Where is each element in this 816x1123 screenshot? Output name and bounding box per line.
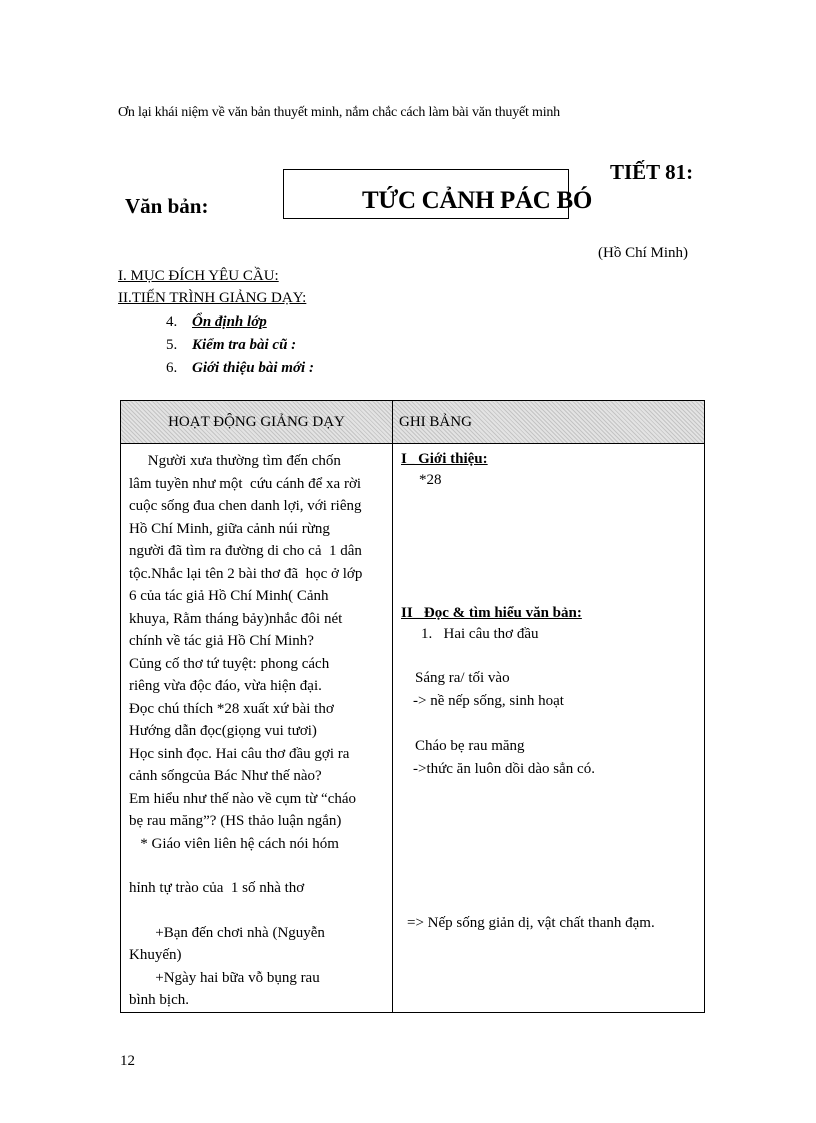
- activity-line: Hồ Chí Minh, giữa cảnh núi rừng: [129, 520, 330, 537]
- intro-text: Ơn lại khái niệm về văn bản thuyết minh, nắm chắc cách làm bài văn thuyết minh: [118, 105, 560, 120]
- step-number: 5.: [166, 337, 178, 353]
- step-new-lesson-intro: [166, 360, 314, 377]
- step-label: Giới thiệu bài mới :: [192, 360, 314, 376]
- step-number: 4.: [166, 314, 178, 330]
- activity-line: hỉnh tự trào của 1 số nhà thơ: [129, 880, 305, 896]
- board-notes-cell: [393, 444, 705, 1013]
- activity-line: Người xưa thường tìm đến chốn: [129, 453, 341, 469]
- header-board-notes: GHI BẢNG: [393, 401, 705, 444]
- activity-line: +Bạn đến chơi nhà (Nguyễn: [129, 924, 325, 941]
- step-label: Ổn định lớp: [192, 314, 267, 330]
- activity-line: Em hiểu như thế nào về cụm từ “cháo: [129, 790, 357, 807]
- board-reference: *28: [419, 472, 442, 488]
- activity-line: người đã tìm ra đường di cho cả 1 dân: [129, 543, 362, 559]
- activity-line: khuya, Rằm tháng bảy)nhắc đôi nét: [129, 610, 343, 627]
- activity-text-block: [129, 450, 384, 1012]
- board-note: Sáng ra/ tối vào: [415, 670, 510, 686]
- activity-line: * Giáo viên liên hệ cách nói hóm: [129, 835, 339, 852]
- activity-line: 6 của tác giả Hồ Chí Minh( Cảnh: [129, 588, 329, 604]
- board-conclusion: => Nếp sống giản dị, vật chất thanh đạm.: [407, 915, 655, 931]
- section-procedure: II.TIẾN TRÌNH GIẢNG DẠY:: [118, 290, 307, 306]
- activity-line: Khuyến): [129, 947, 182, 963]
- activity-line: bẹ rau măng”? (HS thảo luận ngắn): [129, 813, 342, 829]
- activity-line: Đọc chú thích *28 xuất xứ bài thơ: [129, 700, 334, 717]
- activity-line: lâm tuyền như một cứu cánh để xa rời: [129, 475, 362, 492]
- step-label: Kiểm tra bài cũ :: [192, 337, 297, 353]
- board-item-first-couplet: 1. Hai câu thơ đầu: [421, 626, 539, 642]
- activity-line: Học sinh đọc. Hai câu thơ đầu gợi ra: [129, 745, 350, 762]
- step-class-order: [166, 314, 267, 331]
- step-old-lesson-check: [166, 337, 296, 354]
- activity-line: Hướng dẫn đọc(giọng vui tươi): [129, 723, 317, 739]
- activity-line: Củng cố thơ tứ tuyệt: phong cách: [129, 655, 330, 672]
- poem-title: TỨC CẢNH PÁC BÓ: [362, 187, 592, 214]
- activity-line: cảnh sốngcủa Bác Như thế nào?: [129, 768, 322, 784]
- activity-line: riêng vừa độc đáo, vừa hiện đại.: [129, 678, 322, 694]
- board-note: -> nề nếp sống, sinh hoạt: [413, 693, 564, 709]
- activity-line: chính về tác giả Hồ Chí Minh?: [129, 633, 314, 649]
- activity-line: bình bịch.: [129, 992, 189, 1008]
- header-teaching-activities: HOẠT ĐỘNG GIẢNG DẠY: [121, 401, 393, 444]
- author: (Hồ Chí Minh): [598, 245, 688, 261]
- board-note: ->thức ăn luôn dồi dào sẳn có.: [413, 761, 595, 777]
- activity-line: tộc.Nhắc lại tên 2 bài thơ đã học ở lớp: [129, 565, 363, 582]
- step-number: 6.: [166, 360, 178, 376]
- activity-line: cuộc sống đua chen danh lợi, với riêng: [129, 498, 362, 514]
- text-label: Văn bản:: [125, 194, 209, 218]
- board-note: Cháo bẹ rau măng: [415, 738, 525, 754]
- section-objectives: I. MỤC ĐÍCH YÊU CẦU:: [118, 268, 279, 284]
- board-heading-reading: II_ Đọc & tìm hiểu văn bản:: [401, 605, 582, 621]
- page-number: 12: [120, 1053, 135, 1069]
- activity-line: +Ngày hai bữa vỗ bụng rau: [129, 969, 320, 986]
- board-heading-intro: I_ Giới thiệu:: [401, 451, 488, 467]
- lesson-number: TIẾT 81:: [610, 160, 694, 184]
- lesson-table: [120, 400, 705, 1013]
- teaching-activities-cell: [121, 444, 393, 1013]
